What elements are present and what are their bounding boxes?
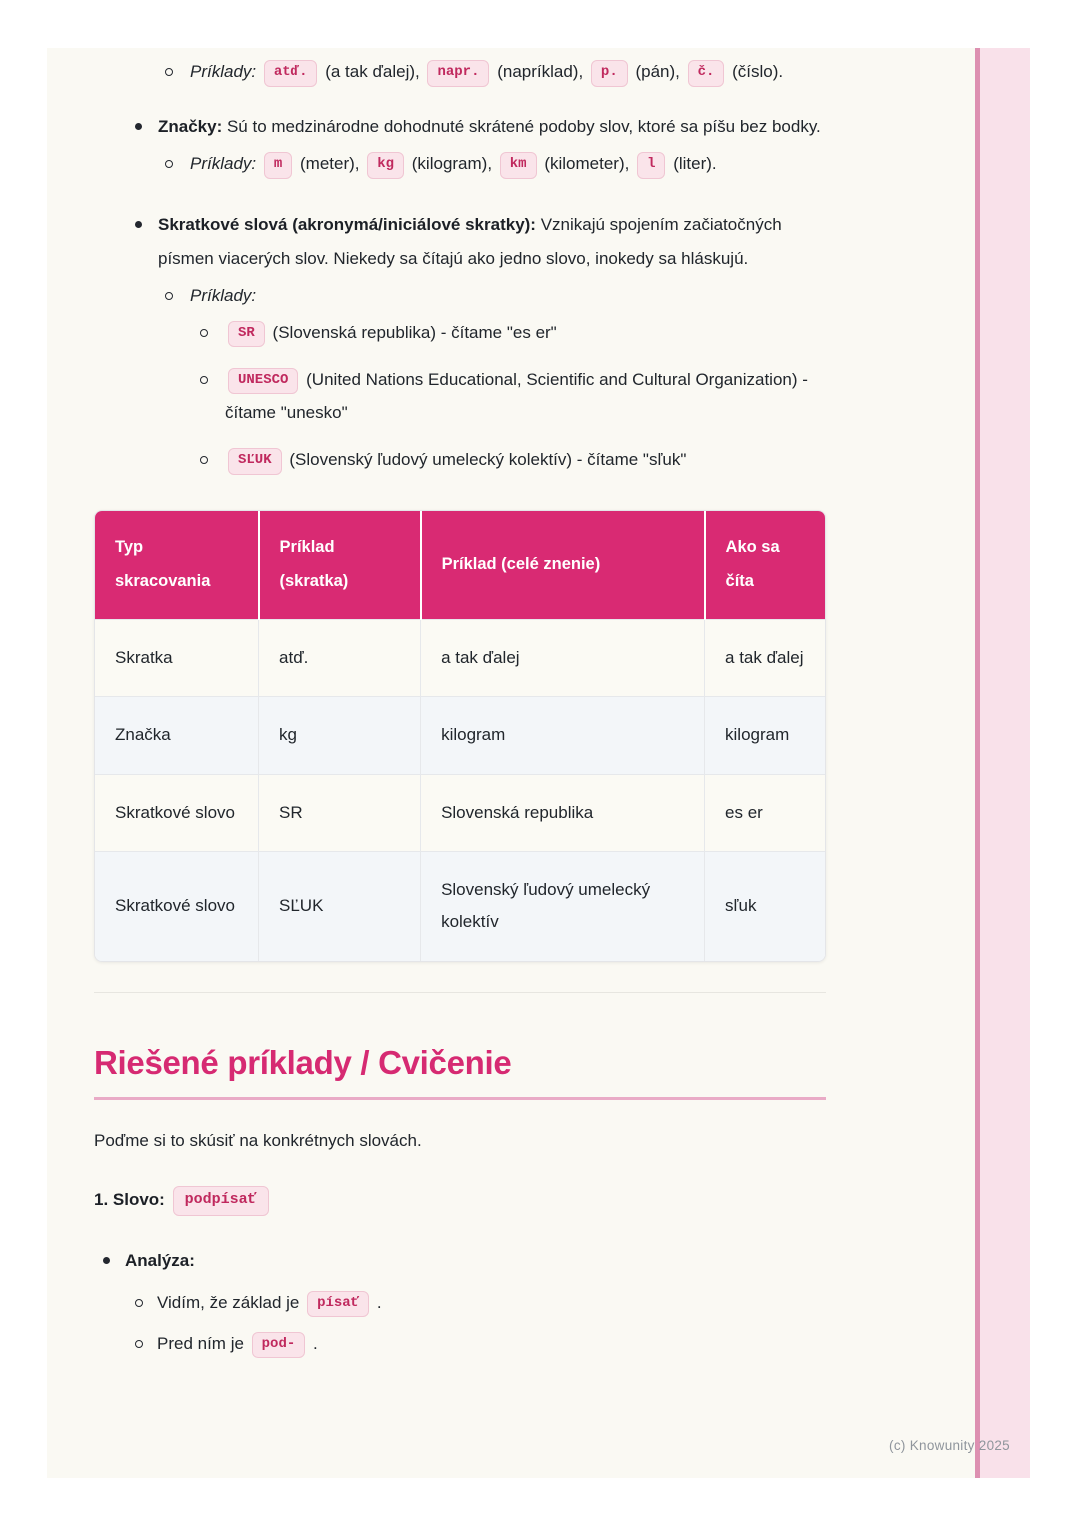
code-badge: č. xyxy=(688,60,725,87)
list-item-text xyxy=(158,110,826,143)
column-header: Ako sa číta xyxy=(705,511,825,619)
table-row xyxy=(95,851,825,960)
table-cell: SR xyxy=(259,774,421,851)
list-group-znacky xyxy=(94,110,826,180)
column-header: Typ skracovania xyxy=(95,511,259,619)
table-cell: SĽUK xyxy=(259,851,421,960)
list-item-skratkove-examples-label xyxy=(165,279,826,312)
code-badge: SR xyxy=(228,321,265,348)
table-cell: atď. xyxy=(259,620,421,697)
list-item-text xyxy=(157,1327,826,1360)
list-item-sr xyxy=(200,316,826,349)
text-run: (a tak ďalej), xyxy=(320,62,425,81)
list-item-skratky-examples xyxy=(165,55,826,88)
list-item-znacky-examples xyxy=(165,147,826,180)
section-divider xyxy=(94,992,826,993)
text-run: (meter), xyxy=(295,154,365,174)
code-badge: km xyxy=(500,152,537,179)
code-badge: UNESCO xyxy=(228,368,298,395)
table-cell: Značka xyxy=(95,697,259,774)
table-cell: Slovenská republika xyxy=(421,774,705,851)
bullet-dot-icon xyxy=(135,208,158,274)
bullet-circle-icon xyxy=(165,147,190,180)
code-badge: p. xyxy=(591,60,628,87)
section-heading: Riešené príklady / Cvičenie xyxy=(94,1043,512,1081)
code-badge: kg xyxy=(367,152,404,179)
list-item-skratkove xyxy=(135,208,826,274)
bullet-dot-icon xyxy=(103,1244,125,1277)
list-item-unesco xyxy=(200,363,826,429)
page-edge-strip xyxy=(975,48,1030,1478)
list-item-znacky xyxy=(135,110,826,143)
table-cell: es er xyxy=(705,774,825,851)
code-badge: písať xyxy=(307,1291,369,1318)
table-cell: Skratkové slovo xyxy=(95,774,259,851)
text-run: (napríklad), xyxy=(492,62,588,81)
section-intro: Poďme si to skúsiť na konkrétnych slovách. xyxy=(94,1131,422,1151)
copyright-watermark: (c) Knowunity 2025 xyxy=(889,1438,1010,1453)
term-label: Značky: xyxy=(158,117,223,137)
list-item-text xyxy=(225,316,826,349)
bullet-circle-icon xyxy=(135,1327,157,1360)
examples-label: Príklady: xyxy=(190,154,257,174)
exercise-word-label: 1. Slovo: xyxy=(94,1190,165,1210)
list-item-analyza-2 xyxy=(135,1327,826,1360)
text-run: . xyxy=(308,1333,318,1353)
code-badge: m xyxy=(264,152,292,179)
code-badge: SĽUK xyxy=(228,448,282,475)
bullet-circle-icon xyxy=(165,279,190,312)
text-run: Pred ním je xyxy=(157,1333,249,1353)
text-run: . xyxy=(372,1292,382,1312)
term-label: Skratkové slová (akronymá/iniciálové skratky): xyxy=(158,215,536,235)
list-item-text xyxy=(225,363,826,429)
examples-label: Príklady: xyxy=(190,62,257,81)
bullet-circle-icon xyxy=(165,55,190,88)
text-run: (liter). xyxy=(668,154,717,174)
bullet-circle-icon xyxy=(200,363,225,429)
text-run: (Slovenská republika) - čítame "es er" xyxy=(267,322,557,342)
column-header: Príklad (skratka) xyxy=(259,511,421,619)
exercise-word-line xyxy=(94,1183,826,1216)
list-item-analyza xyxy=(103,1244,826,1277)
column-header: Príklad (celé znenie) xyxy=(421,511,705,619)
table-cell: Skratkové slovo xyxy=(95,851,259,960)
table-cell: kg xyxy=(259,697,421,774)
abbreviation-table-container xyxy=(94,510,826,961)
text-run: (kilogram), xyxy=(407,154,497,174)
term-label: Analýza: xyxy=(125,1251,195,1271)
bullet-circle-icon xyxy=(200,443,225,476)
list-item-text xyxy=(190,55,826,88)
list-item-analyza-1 xyxy=(135,1286,826,1319)
text-run: (United Nations Educational, Scientific and Cultural Organization) - čítame "unesko" xyxy=(225,369,808,423)
list-item-text xyxy=(225,443,826,476)
code-badge: napr. xyxy=(427,60,489,87)
table-cell: Slovenský ľudový umelecký kolektív xyxy=(421,851,705,960)
list-item-text xyxy=(157,1286,826,1319)
heading-underline xyxy=(94,1097,826,1100)
text-run: Vznikajú spojením začiatočných písmen viacerých slov. Niekedy sa čítajú ako jedno slovo, inokedy sa hláskujú. xyxy=(158,215,782,268)
list-item-text xyxy=(190,279,826,312)
table-cell: a tak ďalej xyxy=(421,620,705,697)
table-header-row xyxy=(95,511,825,619)
bullet-dot-icon xyxy=(135,110,158,143)
table-cell: Skratka xyxy=(95,620,259,697)
code-badge: podpísať xyxy=(173,1186,269,1216)
table-cell: kilogram xyxy=(421,697,705,774)
code-badge: l xyxy=(637,152,665,179)
abbreviation-table xyxy=(95,511,825,960)
list-item-text xyxy=(125,1244,826,1277)
text-run: Sú to medzinárodne dohodnuté skrátené podoby slov, ktoré sa píšu bez bodky. xyxy=(222,117,821,137)
code-badge: atď. xyxy=(264,60,318,87)
text-run: (Slovenský ľudový umelecký kolektív) - čítame "sľuk" xyxy=(284,450,687,470)
text-run: Vidím, že základ je xyxy=(157,1292,305,1312)
code-badge: pod- xyxy=(252,1332,306,1359)
examples-label: Príklady: xyxy=(190,285,257,305)
list-item-text xyxy=(190,147,826,180)
bullet-circle-icon xyxy=(200,316,225,349)
list-group-skratkove xyxy=(94,208,826,476)
document-page xyxy=(47,48,1030,1478)
document-content xyxy=(94,55,826,1360)
table-cell: kilogram xyxy=(705,697,825,774)
table-cell: sľuk xyxy=(705,851,825,960)
table-row xyxy=(95,620,825,697)
bullet-circle-icon xyxy=(135,1286,157,1319)
table-cell: a tak ďalej xyxy=(705,620,825,697)
table-row xyxy=(95,697,825,774)
list-item-sluk xyxy=(200,443,826,476)
text-run: (kilometer), xyxy=(539,154,635,174)
text-run: (číslo). xyxy=(727,62,784,81)
text-run: (pán), xyxy=(630,62,685,81)
list-item-text xyxy=(158,208,826,274)
table-row xyxy=(95,774,825,851)
